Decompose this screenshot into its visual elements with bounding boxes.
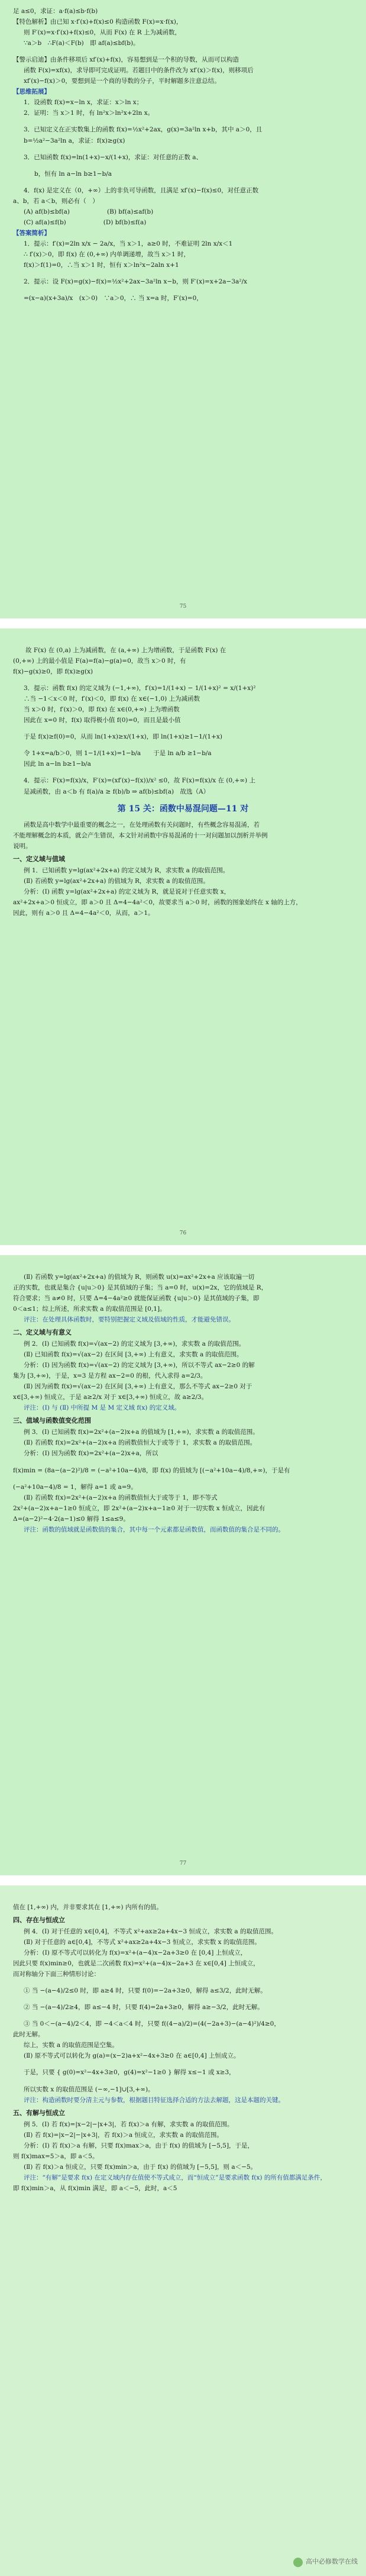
text-line: 则 f(x)max=5＞a，即 a＜5。 [13,2152,99,2160]
section-heading: 二、定义域与有意义 [13,1329,72,1337]
text-line: xf′(x)−f(x)＞0，要想到是一个商的导数的分子，平时解题多注意总结。 [24,78,221,85]
text-line: Δ=(a−2)²−4·2(a−1)≤0 解得 1≤a≤9。 [13,1515,129,1523]
text-line: ∴ f′(x)＞0，即 f(x) 在 (0,+∞) 内单调递增，故当 x＞1 时， [24,250,190,258]
section-heading: 四、存在与恒成立 [13,1916,65,1924]
wechat-icon [293,2558,303,2567]
text-line: 【警示启迪】由条件移项后 xf′(x)+f(x)，容易想到是一个积的导数，从而可以构造 [13,56,239,64]
text-line: 例 1．已知函数 y=lg(ax²+2x+a) 的定义域为 R，求实数 a 的取值范围。 [24,866,229,874]
text-line: ③ 当 0＜−(a−4)/2＜4，即 −4＜a＜4 时，只要 f((4−a)/2)=(4(−2a+3)−(a−4)²)/4≥0， [24,2020,280,2028]
page-number: 77 [179,1860,187,1866]
text-line: 是减函数，由 a＜b 有 f(a)/a ≥ f(b)/b ⇒ af(b)≤bf(a) 故选（A） [24,788,210,795]
text-line: b=½a²−3a²ln a，求证：f(x)≥g(x) [24,137,125,144]
text-line: 1．设函数 f(x)=x−ln x，求证：x＞ln x； [24,99,143,107]
section-heading: 【答案简析】 [13,229,50,237]
remark-text: 评注：在处理具体函数时，要特别把握定义域及值域的性质，才能避免错误。 [24,1316,235,1324]
text-line: (Ⅱ) 若函数 f(x)=2x²+(a−2)x+a 的函数值恒大于或等于 1，即不等式 [24,1494,218,1501]
text-line: (0,+∞) 上的最小值是 F(a)=f(a)−g(a)=0，故当 x＞0 时，有 [13,657,186,665]
text-line: 3．提示：函数 f(x) 的定义域为 (−1,+∞)，f′(x)=1/(1+x) − 1/(1+x)² = x/(1+x)² [24,685,256,692]
section-heading: 一、定义域与值域 [13,855,65,863]
text-line: ax²+2x+a＞0 恒成立，即 a＞0 且 Δ=4−4a²＜0，故要求当 a＞0 时，函数的图象始终在 x 轴的上方， [13,898,302,906]
text-line: 例 4．(Ⅰ) 对于任意的 x∈[0,4]，不等式 x²+ax≥2a+4x−3 恒成立，求实数 a 的取值范围。 [24,1927,277,1935]
text-line: 于是，只要 { g(0)=x²−4x+3≥0，g(4)=x²−1≥0 } 解得 x≤−1 或 x≥3， [24,2069,235,2077]
text-line: (Ⅱ) 若 f(x)＞a 恒成立，只要 f(x)min＞a，由于 f(x) 的值域为 [−5,5]，则 a＜−5。 [24,2163,257,2171]
text-line: 因此，则有 a＞0 且 Δ=4−4a²＜0，从而，a＞1。 [13,909,154,917]
page-4 [0,1885,366,2576]
text-line: 不能理解概念的本质，就会产生错误，本文针对函数中容易混淆的十一对问题加以剖析并举例 [13,831,268,839]
text-line: 综上，实数 a 的取值范围是空集。 [24,2042,118,2049]
text-line: 符合要求；当 a≠0 时，只要 Δ=4−4a²≥0 就能保证函数 {u|u＞0} 是其值域的子集，即 [13,1295,260,1302]
page-number: 76 [179,1230,187,1236]
remark-text: 评注：(Ⅰ) 与 (Ⅱ) 中所提 M 是 M 定义域 f(x) 的定义域。 [24,1404,181,1412]
text-line: (Ⅱ) 若函数 f(x)=2x²+(a−2)x+a 的函数值恒大于或等于 1，求实数 a 的取值范围。 [24,1439,257,1447]
text-line: 分析：(Ⅰ) 函数 y=lg(ax²+2x+a) 的定义域为 R，就是说对于任意实数 x， [24,888,231,895]
page-1 [0,0,366,618]
text-line: ① 当 −(a−4)/2≤0 时，即 a≥4 时，只要 f(0)=−2a+3≥0，解得 a≤3/2，此时无解。 [24,1987,267,1995]
text-line: 例 2．(Ⅰ) 已知函数 f(x)=√(ax−2) 的定义域为 [3,+∞)，求实数 a 的取值范围。 [24,1340,245,1348]
text-line: =(x−a)(x+3a)/x (x＞0) ∵a＞0，∴ 当 x=a 时，F′(x)=0， [24,295,203,302]
text-line: 因此 ln a−ln b≥1−b/a [24,760,91,768]
text-line: (A) af(b)≤bf(a) (B) bf(a)≤af(b) [24,208,154,215]
text-line: f(x)＞f(1)=0，∴当 x＞1 时，恒有 x＞ln²x−2aln x+1 [24,261,179,269]
text-line: (Ⅱ) 若 f(x)=|x−2|−|x+3|，若 f(x)＞a 恒成立，求实数 a 的取值范围。 [24,2131,223,2139]
watermark [293,2556,358,2568]
text-line: (C) af(a)≤f(b) (D) bf(b)≤f(a) [24,218,147,226]
page-3 [0,1255,366,1875]
text-line: 2．提示：设 F(x)=g(x)−f(x)=½x²+2ax−3a²ln x−b，则 F′(x)=x+2a−3a²/x [24,278,247,286]
text-line: 说明。 [13,842,32,850]
text-line: (Ⅱ) 因为函数 f(x)=√(ax−2) 在区间 [3,+∞) 上有意义，那么不等式 ax−2≥0 对于 [24,1383,252,1391]
page-2 [0,628,366,1245]
text-line: 此时无解。 [13,2031,44,2039]
text-line: 2．证明：当 x＞1 时，有 ln²x＞ln²x+2ln x。 [24,109,154,117]
text-line: (−a²+10a−4)/8 = 1，解得 a=1 或 a=9。 [13,1483,137,1491]
text-line: f(x)min = (8a−(a−2)²)/8 = (−a²+10a−4)/8，即 f(x) 的值域为 [(−a²+10a−4)/8,+∞)，于是有 [13,1466,290,1474]
text-line: 【特色解析】由已知 x·f′(x)+f(x)≤0 构造函数 F(x)=x·f(x)， [13,18,183,26]
text-line: 故 F(x) 在 (0,a) 上为减函数，在 (a,+∞) 上为增函数，于是函数 F(x) 在 [13,647,226,654]
text-line: 函数 F(x)=xf(x)，求导即可完成证明。若题目中的条件改为 xf′(x)＞f(x)，则移项后 [24,67,254,75]
text-line: (Ⅱ) 若函数 y=lg(ax²+2x+a) 的值域为 R，求实数 a 的取值范围。 [24,877,209,885]
text-line: 3．已知函数 f(x)=ln(1+x)−x/(1+x)，求证：对任意的正数 a、 [24,153,202,161]
watermark-text: 高中必修数学在线 [306,2558,358,2566]
text-line: 分析：(Ⅰ) 因为函数 f(x)=√(ax−2) 的定义域为 [3,+∞)，所以不等式 ax−2≥0 的解 [24,1362,255,1369]
text-line: 函数是高中数学中最重要的概念之一，在处理函数有关问题时，有些概念容易混淆，若 [24,821,260,828]
text-line: 分析：(Ⅰ) 因为函数 f(x)=2x²+(a−2)x+a，所以 [24,1450,158,1458]
text-line: 4．f(x) 是定义在（0，+∞）上的非负可导函数，且满足 xf′(x)−f(x)≤0，对任意正数 [24,186,259,194]
text-line: 1．提示：f′(x)=2ln x/x − 2a/x，当 x＞1，a≥0 时，不难证明 2ln x/x＜1 [24,240,233,247]
text-line: 4．提示：F(x)=f(x)/x，F′(x)=(xf′(x)−f(x))/x² ≤0，故 F(x)=f(x)/x 在 (0,+∞) 上 [24,777,255,785]
text-line: b，恒有 ln a−ln b≥1−b/a [34,170,112,178]
text-line: 分析：(Ⅰ) 原不等式可以转化为 f(x)=x²+(a−4)x−2a+3≥0 在 [0,4] 上恒成立， [24,1949,247,1957]
text-line: 集为 [3,+∞)，于是，x=3 是方程 ax−2=0 的根，代入求得 a=2/3。 [13,1372,207,1380]
text-line: 2x²+(a−2)x+a−1≥0 恒成立，即 2x²+(a−2)x+a−1≥0 对于一切实数 x 恒成立，因此有 [13,1504,265,1512]
text-line: ∵a＞b ∴F(a)＜F(b) 即 af(a)≤bf(b)。 [24,40,140,47]
text-line: 分析：(Ⅰ) 若 f(x)＞a 有解，只要 f(x)max＞a，由于 f(x) 的值域为 [−5,5]，于是， [24,2142,254,2149]
text-line: 所以实数 x 的取值范围是 (−∞,−1]∪[3,+∞)。 [24,2085,154,2093]
text-line: 正的实数，也就是集合 {u|u＞0} 是其值域的子集；当 a=0 时，u(x)=2x，它的值域是 R， [13,1284,268,1292]
chapter-title: 第 15 关：函数中易混问题—11 对 [117,804,249,814]
text-line: ② 当 −(a−4)/2≥4，即 a≤−4 时，只要 f(4)=2a+3≥0，解得 a≥−3/2，此时无解。 [24,2004,264,2011]
text-line: a、b，若 a＜b，则必有（ ） [13,197,99,205]
section-heading: 五、有解与恒成立 [13,2108,65,2117]
text-line: 值在 [1,+∞) 内，并非要求其在 [1,+∞) 内所有的值。 [13,1904,163,1911]
text-line: (Ⅱ) 对于任意的 a∈[0,4]，不等式 x²+ax≥2a+4x−3 恒成立，求实数 x 的取值范围。 [24,1939,261,1946]
remark-text: 评注：构造函数时要分清主元与参数，根据题目特征选择合适的方法去解题，这是本题的关键。 [24,2096,284,2104]
section-heading: 三、值域与函数值变化范围 [13,1417,91,1425]
text-line: 足 a≤0，求证：a·f(a)≤b·f(b) [13,8,98,15]
text-line: (Ⅱ) 原不等式可以转化为 g(a)=(x−2)a+x²−4x+3≥0 在 a∈[0,4] 上恒成立。 [24,2052,240,2060]
text-line: 当 x＞0 时，f′(x)＞0，即 f(x) 在 x∈(0,+∞) 上为增函数 [24,706,180,714]
section-heading: 【思维拓展】 [13,88,50,96]
text-line: 则 F′(x)=x·f′(x)+f(x)≤0，从而 F(x) 在 R 上为减函数， [24,29,181,37]
text-line: 而对称轴分下面三种情形讨论： [13,1971,100,1978]
text-line: (Ⅱ) 已知函数 f(x)=√(ax−2) 在区间 [3,+∞) 上有意义，求实数 a 的取值范围。 [24,1351,243,1359]
text-line: 令 1+x=a/b＞0，则 1−1/(1+x)=1−b/a 于是 ln a/b ≥1−b/a [24,750,212,757]
page-number: 75 [179,603,187,610]
remark-text: 评注：“有解”是要求 f(x) 在定义域内存在值使不等式成立，而“恒成立”是要求函数 f(x) 的所有值都满足条件， [24,2174,326,2181]
text-line: 例 3．(Ⅰ) 已知函数 f(x)=2x²+(a−2)x+a 的值域为 [1,+∞)，求实数 a 的取值范围。 [24,1429,259,1436]
text-line: 于是 f(x)≥f(0)=0，从而 ln(1+x)≥x/(1+x)，即 ln(1+x)≥1−1/(1+x) [24,733,222,741]
text-line: f(x)−g(x)≥0，即 f(x)≥g(x) [13,668,93,676]
text-line: 即 f(x)min＞a，从 f(x)min 满足，即 a＜−5，此时，a＜5 [13,2184,177,2192]
text-line: (Ⅱ) 若函数 y=lg(ax²+2x+a) 的值域为 R，则函数 u(x)=ax²+2x+a 应该取遍一切 [24,1274,255,1281]
text-line: 因此在 x=0 时，f(x) 取得极小值 f(0)=0，而且是最小值 [24,717,181,724]
remark-text: 评注：函数的值域就是函数值的集合，其中每一个元素都是函数值，而函数值的集合是不同的。 [24,1526,284,1533]
text-line: ∴当 −1＜x＜0 时，f′(x)＜0，即 f(x) 在 x∈(−1,0) 上为减函数 [24,695,200,703]
text-line: 例 5．(Ⅰ) 若 f(x)=|x−2|−|x+3|，若 f(x)＞a 有解，求实数 a 的取值范围。 [24,2120,234,2128]
text-line: 0＜a≤1；综上所述，所求实数 a 的取值范围是 [0,1]。 [13,1305,166,1313]
text-line: 3．已知定义在正实数集上的函数 f(x)=½x²+2ax，g(x)=3a²ln x+b，其中 a＞0，且 [24,126,263,134]
text-line: x∈[3,+∞) 恒成立，于是 a≥2/x 对于 x∈[3,+∞) 恒成立，故 a≥2/3。 [13,1394,208,1401]
text-line: 因此只要 f(x)min≥0，也就是二次函数 f(x)=x²+(a−4)x−2a+3 在 x∈[0,4] 上恒成立， [13,1960,260,1968]
